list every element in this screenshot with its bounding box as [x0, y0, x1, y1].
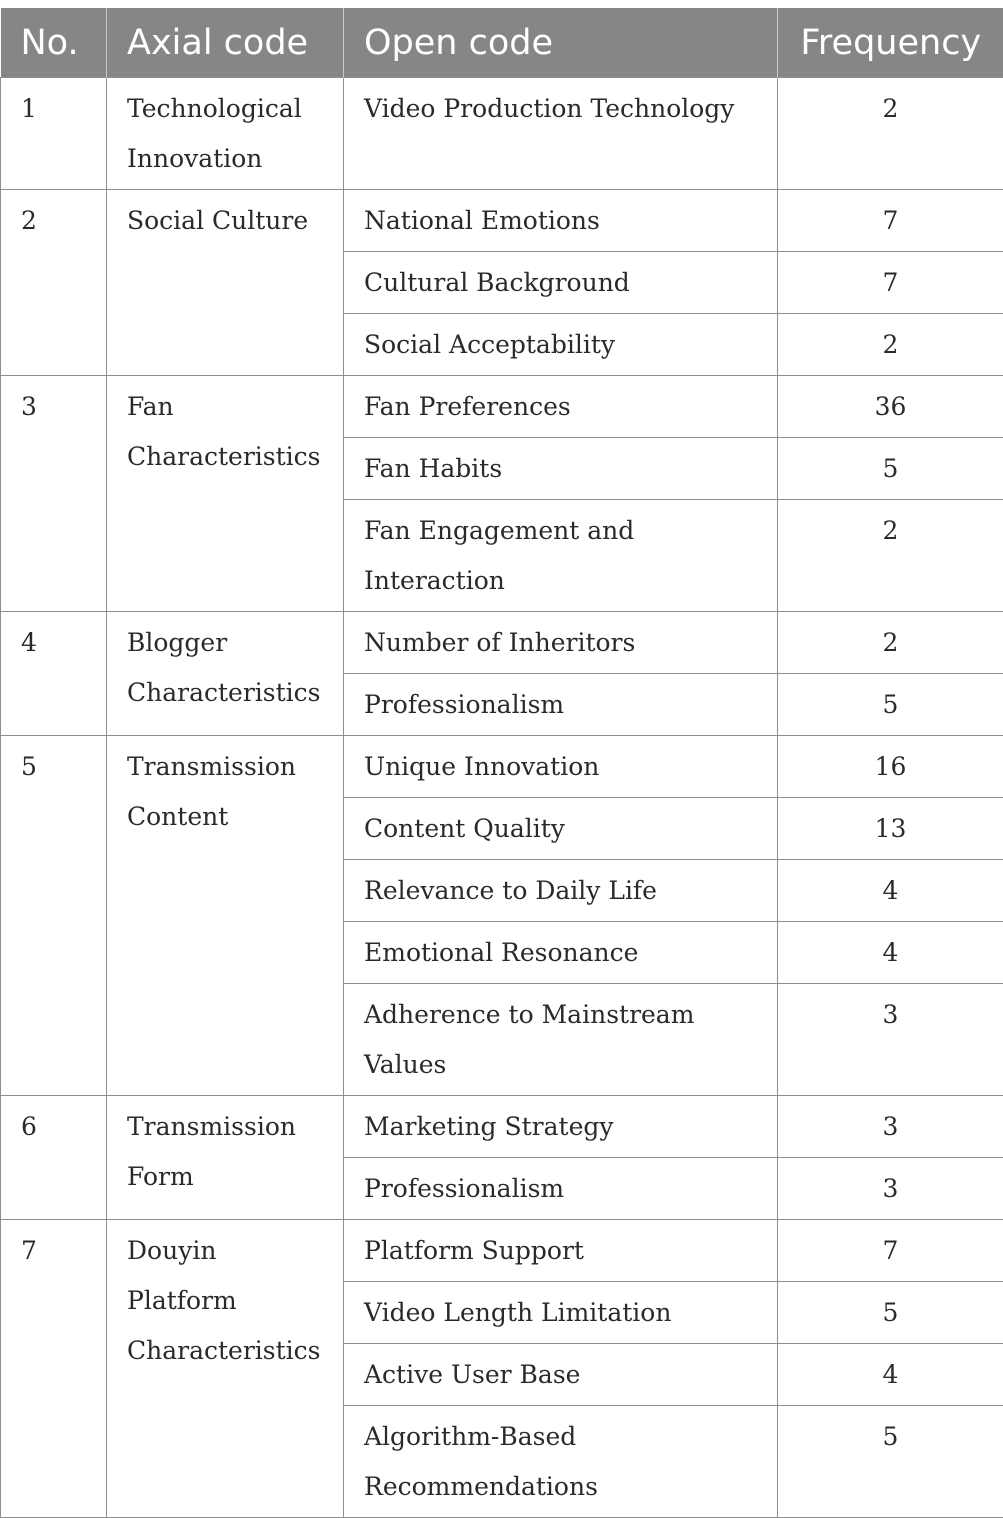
cell-open-code: Social Acceptability [344, 314, 778, 376]
cell-no: 3 [1, 376, 107, 612]
cell-open-code: Video Length Limitation [344, 1282, 778, 1344]
cell-frequency: 7 [778, 1220, 1003, 1282]
cell-open-code: Marketing Strategy [344, 1096, 778, 1158]
cell-open-code: Fan Habits [344, 438, 778, 500]
cell-axial-code: Technological Innovation [107, 78, 344, 190]
cell-axial-code: Transmission Form [107, 1096, 344, 1220]
table-row [1, 78, 1003, 190]
cell-no: 2 [1, 190, 107, 376]
table-row [1, 376, 1003, 438]
cell-no: 5 [1, 736, 107, 1096]
cell-open-code: Professionalism [344, 674, 778, 736]
cell-frequency: 5 [778, 1406, 1003, 1518]
cell-frequency: 13 [778, 798, 1003, 860]
cell-open-code: Platform Support [344, 1220, 778, 1282]
cell-no: 7 [1, 1220, 107, 1518]
table-row [1, 1096, 1003, 1158]
table-header [1, 8, 1003, 78]
cell-open-code: Adherence to Mainstream Values [344, 984, 778, 1096]
cell-open-code: Emotional Resonance [344, 922, 778, 984]
cell-open-code: Fan Preferences [344, 376, 778, 438]
table-row [1, 190, 1003, 252]
cell-frequency: 4 [778, 922, 1003, 984]
cell-axial-code: Transmission Content [107, 736, 344, 1096]
cell-open-code: Content Quality [344, 798, 778, 860]
cell-axial-code: Social Culture [107, 190, 344, 376]
table-body [1, 78, 1003, 1518]
cell-frequency: 3 [778, 984, 1003, 1096]
header-frequency: Frequency [778, 8, 1003, 78]
cell-no: 4 [1, 612, 107, 736]
cell-frequency: 4 [778, 1344, 1003, 1406]
cell-frequency: 2 [778, 612, 1003, 674]
header-row [1, 8, 1003, 78]
cell-open-code: National Emotions [344, 190, 778, 252]
table-row [1, 736, 1003, 798]
header-axial-code: Axial code [107, 8, 344, 78]
cell-frequency: 5 [778, 438, 1003, 500]
cell-frequency: 7 [778, 252, 1003, 314]
table-row [1, 612, 1003, 674]
cell-axial-code: Blogger Characteristics [107, 612, 344, 736]
cell-frequency: 5 [778, 1282, 1003, 1344]
cell-no: 6 [1, 1096, 107, 1220]
table-row [1, 1220, 1003, 1282]
cell-frequency: 2 [778, 500, 1003, 612]
cell-no: 1 [1, 78, 107, 190]
cell-axial-code: Fan Characteristics [107, 376, 344, 612]
cell-open-code: Video Production Technology [344, 78, 778, 190]
header-no: No. [1, 8, 107, 78]
cell-open-code: Number of Inheritors [344, 612, 778, 674]
cell-frequency: 2 [778, 78, 1003, 190]
cell-open-code: Unique Innovation [344, 736, 778, 798]
cell-frequency: 3 [778, 1158, 1003, 1220]
cell-open-code: Cultural Background [344, 252, 778, 314]
cell-frequency: 3 [778, 1096, 1003, 1158]
cell-open-code: Relevance to Daily Life [344, 860, 778, 922]
coding-table [0, 8, 1003, 1518]
cell-frequency: 7 [778, 190, 1003, 252]
cell-frequency: 4 [778, 860, 1003, 922]
cell-open-code: Active User Base [344, 1344, 778, 1406]
cell-frequency: 5 [778, 674, 1003, 736]
cell-open-code: Algorithm-Based Recommendations [344, 1406, 778, 1518]
cell-frequency: 36 [778, 376, 1003, 438]
header-open-code: Open code [344, 8, 778, 78]
cell-frequency: 2 [778, 314, 1003, 376]
cell-axial-code: Douyin Platform Characteristics [107, 1220, 344, 1518]
cell-frequency: 16 [778, 736, 1003, 798]
cell-open-code: Professionalism [344, 1158, 778, 1220]
cell-open-code: Fan Engagement and Interaction [344, 500, 778, 612]
